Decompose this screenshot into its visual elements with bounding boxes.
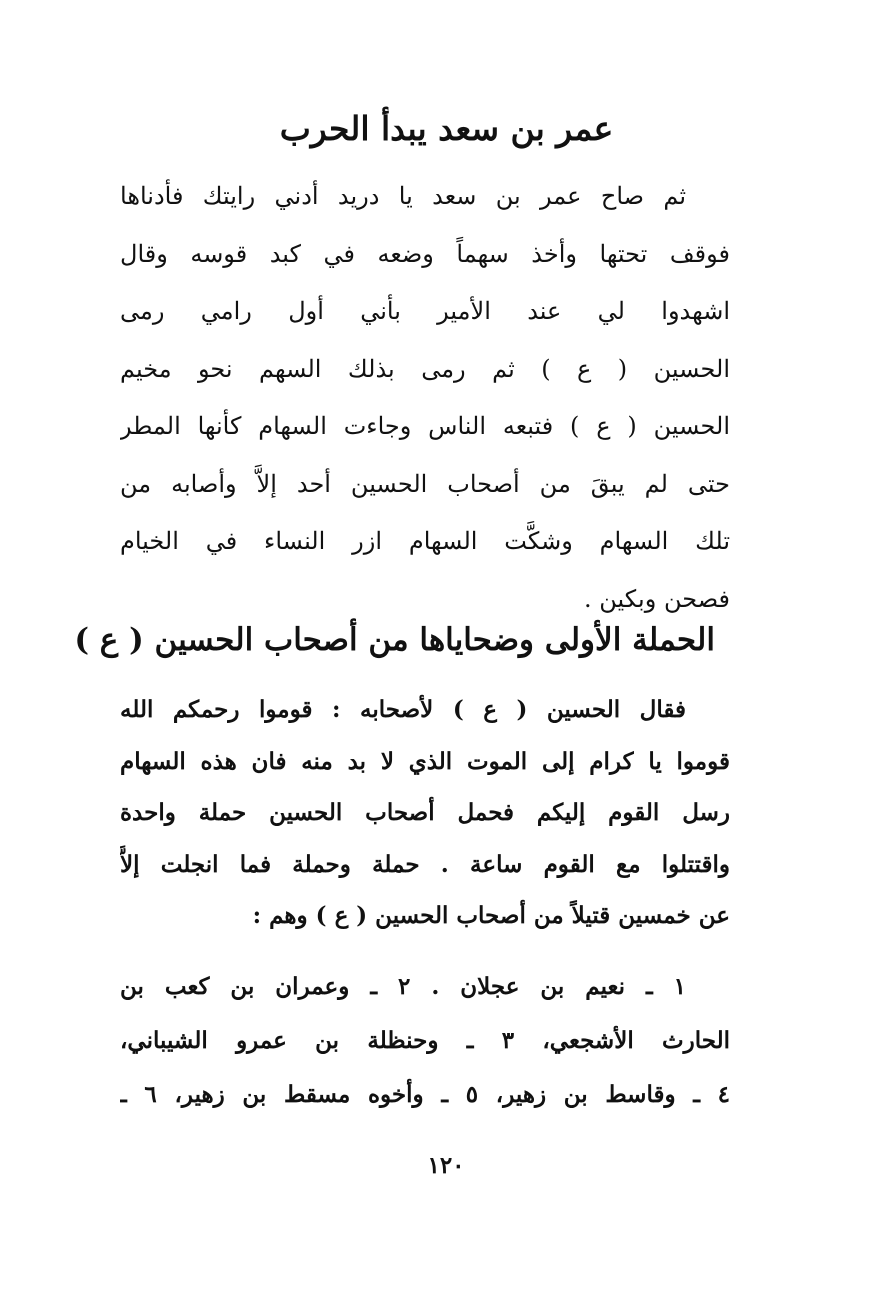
paragraph-list xyxy=(120,960,730,1122)
text-line: فوقف تحتها وأخذ سهماً وضعه في كبد قوسه وقال xyxy=(120,239,730,268)
text-line: حتى لم يبقَ من أصحاب الحسين أحد إلاَّ وأصابه من xyxy=(120,469,730,498)
section-title: عمر بن سعد يبدأ الحرب xyxy=(279,109,614,148)
text-line: ١ ـ نعيم بن عجلان . ٢ ـ وعمران بن كعب بن xyxy=(120,973,686,1000)
text-line: اشهدوا لي عند الأمير بأني أول رامي رمى xyxy=(120,297,730,325)
text-line: رسل القوم إليكم فحمل أصحاب الحسين حملة واحدة xyxy=(120,799,730,826)
text-line: واقتتلوا مع القوم ساعة . حملة وحملة فما انجلت إلاَّ xyxy=(120,850,730,878)
text-line: ثم صاح عمر بن سعد يا دريد أدني رايتك فأدناها xyxy=(120,182,686,210)
text-line: قوموا يا كرام إلى الموت الذي لا بد منه فان هذه السهام xyxy=(120,747,730,775)
paragraph-speech xyxy=(120,684,730,942)
text-line: الحارث الأشجعي، ٣ ـ وحنظلة بن عمرو الشيباني، xyxy=(120,1027,730,1054)
text-line: فقال الحسين ( ع ) لأصحابه : قوموا رحمكم الله xyxy=(120,696,686,723)
text-line: فصحن وبكين . xyxy=(584,584,730,613)
text-line: ٤ ـ وقاسط بن زهير، ٥ ـ وأخوه مسقط بن زهير، ٦ ـ xyxy=(120,1081,730,1108)
text-line: الحسين ( ع ) فتبعه الناس وجاءت السهام كأنها المطر xyxy=(120,412,730,440)
page-number: ١٢٠ xyxy=(427,1152,465,1179)
paragraph-narrative xyxy=(120,168,730,628)
section-heading: الحملة الأولى وضحاياها من أصحاب الحسين ( ع ) xyxy=(74,622,715,658)
text-line: الحسين ( ع ) ثم رمى بذلك السهم نحو مخيم xyxy=(120,354,730,383)
text-line: تلك السهام وشكَّت السهام ازر النساء في الخيام xyxy=(120,527,730,555)
text-line: عن خمسين قتيلاً من أصحاب الحسين ( ع ) وهم : xyxy=(252,902,730,929)
